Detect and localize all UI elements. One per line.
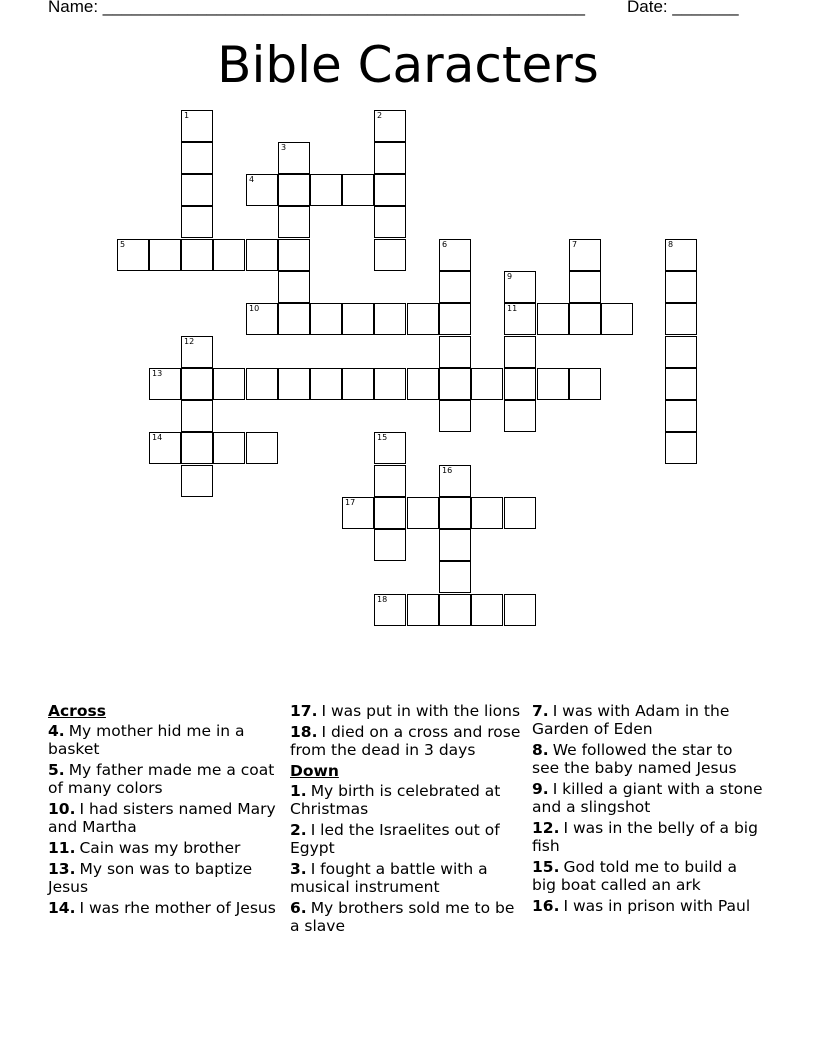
clue-item xyxy=(48,899,280,917)
crossword-cell[interactable] xyxy=(407,594,439,626)
crossword-cell[interactable] xyxy=(471,497,503,529)
crossword-cell[interactable] xyxy=(471,368,503,400)
crossword-cell[interactable] xyxy=(310,303,342,335)
crossword-cell[interactable] xyxy=(149,432,181,464)
crossword-cell[interactable] xyxy=(439,336,471,368)
crossword-cell[interactable] xyxy=(439,303,471,335)
clue-item-number: 1. xyxy=(290,782,307,800)
clue-item-text: My mother hid me in a basket xyxy=(48,722,245,758)
clue-item-text: My father made me a coat of many colors xyxy=(48,761,275,797)
crossword-cell[interactable] xyxy=(374,465,406,497)
clue-item-number: 14. xyxy=(48,899,76,917)
crossword-cell[interactable] xyxy=(569,368,601,400)
crossword-cell[interactable] xyxy=(601,303,633,335)
crossword-cell[interactable] xyxy=(117,239,149,271)
clue-item-number: 2. xyxy=(290,821,307,839)
crossword-cell[interactable] xyxy=(246,239,278,271)
clue-number: 3 xyxy=(281,143,287,152)
crossword-cell[interactable] xyxy=(665,239,697,271)
clues-column-3 xyxy=(532,702,764,918)
crossword-cell[interactable] xyxy=(310,174,342,206)
crossword-cell[interactable] xyxy=(181,368,213,400)
clue-item-text: I led the Israelites out of Egypt xyxy=(290,821,500,857)
crossword-cell[interactable] xyxy=(246,368,278,400)
crossword-cell[interactable] xyxy=(342,497,374,529)
crossword-cell[interactable] xyxy=(278,239,310,271)
clue-item xyxy=(290,782,522,818)
crossword-cell[interactable] xyxy=(181,142,213,174)
clue-number: 4 xyxy=(249,175,255,184)
clue-item xyxy=(532,780,764,816)
crossword-cell[interactable] xyxy=(504,336,536,368)
clue-item-text: Cain was my brother xyxy=(79,839,241,857)
clue-item xyxy=(48,860,280,896)
clue-item-number: 11. xyxy=(48,839,76,857)
clue-item-text: I was rhe mother of Jesus xyxy=(79,899,276,917)
clue-item-number: 9. xyxy=(532,780,549,798)
clue-item-text: God told me to build a big boat called an ark xyxy=(532,858,737,894)
puzzle-title: Bible Caracters xyxy=(217,36,599,94)
clue-item-number: 4. xyxy=(48,722,65,740)
clue-item xyxy=(532,741,764,777)
name-field: Name: ___________________________________________________ xyxy=(48,0,585,16)
crossword-cell[interactable] xyxy=(213,239,245,271)
crossword-cell[interactable] xyxy=(569,239,601,271)
clue-number: 14 xyxy=(152,433,163,442)
clue-item-text: I killed a giant with a stone and a slingshot xyxy=(532,780,763,816)
clue-item-text: I had sisters named Mary and Martha xyxy=(48,800,276,836)
crossword-cell[interactable] xyxy=(665,336,697,368)
crossword-cell[interactable] xyxy=(407,497,439,529)
crossword-cell[interactable] xyxy=(342,174,374,206)
crossword-cell[interactable] xyxy=(278,142,310,174)
crossword-cell[interactable] xyxy=(342,303,374,335)
crossword-cell[interactable] xyxy=(374,239,406,271)
crossword-cell[interactable] xyxy=(278,206,310,238)
crossword-cell[interactable] xyxy=(181,110,213,142)
clue-number: 13 xyxy=(152,369,163,378)
crossword-cell[interactable] xyxy=(504,303,536,335)
clue-item-number: 17. xyxy=(290,702,318,720)
crossword-cell[interactable] xyxy=(504,368,536,400)
clue-number: 7 xyxy=(572,240,578,249)
clue-number: 9 xyxy=(507,272,513,281)
crossword-cell[interactable] xyxy=(439,239,471,271)
crossword-cell[interactable] xyxy=(278,174,310,206)
clue-item xyxy=(290,899,522,935)
clue-item-number: 18. xyxy=(290,723,318,741)
clue-number: 1 xyxy=(184,111,190,120)
clue-number: 12 xyxy=(184,337,195,346)
crossword-cell[interactable] xyxy=(537,368,569,400)
clue-item-number: 13. xyxy=(48,860,76,878)
clue-item xyxy=(48,800,280,836)
clue-number: 11 xyxy=(507,304,518,313)
clue-item-number: 12. xyxy=(532,819,560,837)
clue-item xyxy=(532,819,764,855)
crossword-cell[interactable] xyxy=(278,368,310,400)
clue-item-text: My birth is celebrated at Christmas xyxy=(290,782,501,818)
clue-number: 15 xyxy=(377,433,388,442)
crossword-cell[interactable] xyxy=(246,432,278,464)
crossword-cell[interactable] xyxy=(246,303,278,335)
clue-number: 5 xyxy=(120,240,126,249)
crossword-cell[interactable] xyxy=(569,303,601,335)
crossword-cell[interactable] xyxy=(439,271,471,303)
crossword-cell[interactable] xyxy=(181,336,213,368)
clue-item xyxy=(290,723,522,759)
crossword-cell[interactable] xyxy=(665,400,697,432)
crossword-cell[interactable] xyxy=(149,239,181,271)
crossword-cell[interactable] xyxy=(374,368,406,400)
clues-column-2 xyxy=(290,702,522,938)
across-heading: Across xyxy=(48,702,106,720)
clue-item-number: 6. xyxy=(290,899,307,917)
crossword-cell[interactable] xyxy=(504,400,536,432)
crossword-cell[interactable] xyxy=(310,368,342,400)
clue-item-text: I was in prison with Paul xyxy=(563,897,751,915)
crossword-cell[interactable] xyxy=(374,206,406,238)
crossword-cell[interactable] xyxy=(439,497,471,529)
clue-item xyxy=(532,702,764,738)
crossword-cell[interactable] xyxy=(374,497,406,529)
crossword-cell[interactable] xyxy=(213,432,245,464)
crossword-cell[interactable] xyxy=(181,432,213,464)
clue-item-number: 8. xyxy=(532,741,549,759)
clue-number: 16 xyxy=(442,466,453,475)
clue-item-number: 5. xyxy=(48,761,65,779)
crossword-cell[interactable] xyxy=(504,271,536,303)
clue-item xyxy=(290,702,522,720)
crossword-cell[interactable] xyxy=(439,400,471,432)
clue-item xyxy=(48,722,280,758)
crossword-cell[interactable] xyxy=(374,174,406,206)
crossword-cell[interactable] xyxy=(374,594,406,626)
crossword-cell[interactable] xyxy=(181,465,213,497)
clue-item-text: My brothers sold me to be a slave xyxy=(290,899,515,935)
clue-item xyxy=(48,839,280,857)
clue-item-number: 3. xyxy=(290,860,307,878)
crossword-cell[interactable] xyxy=(439,368,471,400)
crossword-cell[interactable] xyxy=(149,368,181,400)
crossword-cell[interactable] xyxy=(374,142,406,174)
crossword-cell[interactable] xyxy=(665,368,697,400)
crossword-cell[interactable] xyxy=(439,529,471,561)
clue-item-number: 15. xyxy=(532,858,560,876)
clue-item-text: I died on a cross and rose from the dead in 3 days xyxy=(290,723,521,759)
clue-number: 6 xyxy=(442,240,448,249)
crossword-cell[interactable] xyxy=(407,368,439,400)
crossword-cell[interactable] xyxy=(374,110,406,142)
crossword-cell[interactable] xyxy=(278,271,310,303)
crossword-cell[interactable] xyxy=(246,174,278,206)
crossword-cell[interactable] xyxy=(278,303,310,335)
crossword-cell[interactable] xyxy=(665,303,697,335)
crossword-cell[interactable] xyxy=(407,303,439,335)
clue-item xyxy=(290,821,522,857)
down-heading: Down xyxy=(290,762,339,780)
clue-item-text: I was put in with the lions xyxy=(321,702,521,720)
clue-item-text: I was with Adam in the Garden of Eden xyxy=(532,702,730,738)
crossword-cell[interactable] xyxy=(181,206,213,238)
clue-number: 18 xyxy=(377,595,388,604)
crossword-cell[interactable] xyxy=(181,400,213,432)
crossword-cell[interactable] xyxy=(504,594,536,626)
clue-item xyxy=(532,858,764,894)
crossword-cell[interactable] xyxy=(374,303,406,335)
clue-item xyxy=(532,897,764,915)
crossword-cell[interactable] xyxy=(342,368,374,400)
crossword-cell[interactable] xyxy=(504,497,536,529)
clue-item xyxy=(48,761,280,797)
crossword-cell[interactable] xyxy=(213,368,245,400)
clue-item-text: My son was to baptize Jesus xyxy=(48,860,253,896)
crossword-cell[interactable] xyxy=(374,529,406,561)
clue-item-text: We followed the star to see the baby named Jesus xyxy=(532,741,737,777)
clues-column-1 xyxy=(48,702,280,920)
crossword-cell[interactable] xyxy=(181,174,213,206)
date-field: Date: _______ xyxy=(627,0,739,16)
clue-item-text: I fought a battle with a musical instrument xyxy=(290,860,488,896)
crossword-cell[interactable] xyxy=(537,303,569,335)
clue-item-number: 10. xyxy=(48,800,76,818)
clue-number: 17 xyxy=(345,498,356,507)
clue-item-number: 16. xyxy=(532,897,560,915)
crossword-cell[interactable] xyxy=(471,594,503,626)
clue-number: 2 xyxy=(377,111,383,120)
crossword-cell[interactable] xyxy=(439,465,471,497)
crossword-cell[interactable] xyxy=(665,271,697,303)
clue-item-number: 7. xyxy=(532,702,549,720)
crossword-cell[interactable] xyxy=(439,561,471,593)
crossword-cell[interactable] xyxy=(374,432,406,464)
clue-number: 8 xyxy=(668,240,674,249)
crossword-cell[interactable] xyxy=(181,239,213,271)
crossword-cell[interactable] xyxy=(439,594,471,626)
crossword-cell[interactable] xyxy=(569,271,601,303)
clue-number: 10 xyxy=(249,304,260,313)
clue-item xyxy=(290,860,522,896)
clue-item-text: I was in the belly of a big fish xyxy=(532,819,758,855)
crossword-cell[interactable] xyxy=(665,432,697,464)
